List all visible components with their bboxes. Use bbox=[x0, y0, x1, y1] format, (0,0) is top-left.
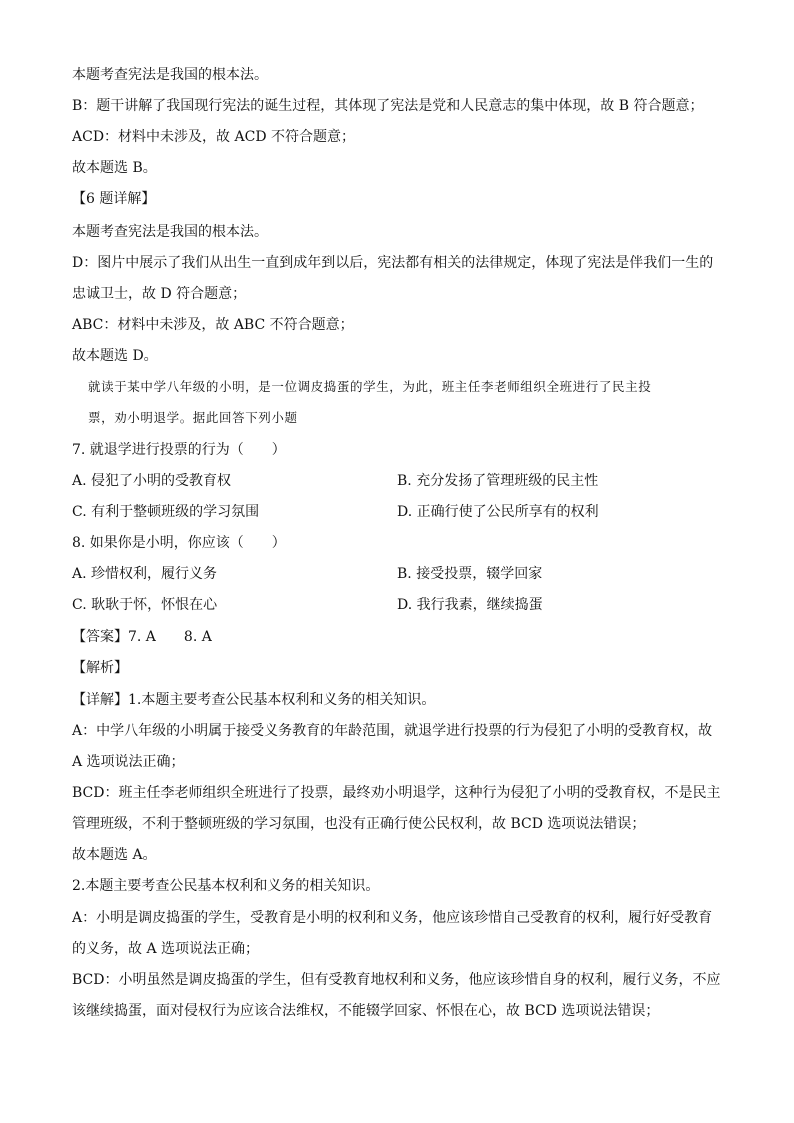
text-line: 忠诚卫士，故 D 符合题意； bbox=[72, 286, 247, 302]
option-7d: D. 正确行使了公民所享有的权利 bbox=[397, 504, 599, 520]
option-7c: C. 有利于整顿班级的学习氛围 bbox=[72, 504, 260, 520]
text-line: 故本题选 D。 bbox=[72, 348, 158, 364]
text-line: BCD：班主任李老师组织全班进行了投票，最终劝小明退学，这种行为侵犯了小明的受教育权，不是民主 bbox=[72, 785, 721, 801]
text-line: ACD：材料中未涉及，故 ACD 不符合题意； bbox=[72, 129, 355, 145]
text-line: 2.本题主要考查公民基本权利和义务的相关知识。 bbox=[72, 878, 380, 894]
analysis-heading: 【解析】 bbox=[72, 660, 128, 676]
text-line: ABC：材料中未涉及，故 ABC 不符合题意； bbox=[72, 317, 354, 333]
text-line: A：小明是调皮捣蛋的学生，受教育是小明的权利和义务，他应该珍惜自己受教育的权利，履行好受教育 bbox=[72, 910, 713, 926]
question-8: 8. 如果你是小明，你应该（ ） bbox=[72, 535, 286, 551]
text-line: BCD：小明虽然是调皮捣蛋的学生，但有受教育地权利和义务，他应该珍惜自身的权利，履行义务，不应 bbox=[72, 972, 721, 988]
option-8a: A. 珍惜权利，履行义务 bbox=[72, 566, 218, 582]
text-line: 本题考查宪法是我国的根本法。 bbox=[72, 67, 268, 83]
text-line: 本题考查宪法是我国的根本法。 bbox=[72, 224, 268, 240]
section-heading: 【6 题详解】 bbox=[72, 191, 156, 207]
option-7b: B. 充分发扬了管理班级的民主性 bbox=[397, 473, 599, 489]
text-line: D：图片中展示了我们从出生一直到成年到以后，宪法都有相关的法律规定，体现了宪法是伴我们一生的 bbox=[72, 255, 714, 271]
text-line: 故本题选 A。 bbox=[72, 847, 157, 863]
text-line: B：题干讲解了我国现行宪法的诞生过程，其体现了宪法是党和人民意志的集中体现，故 B 符合题意； bbox=[72, 98, 704, 114]
answer-line: 【答案】7. A 8. A bbox=[72, 629, 212, 645]
text-line: 【详解】1.本题主要考查公民基本权利和义务的相关知识。 bbox=[72, 692, 436, 708]
option-8d: D. 我行我素，继续捣蛋 bbox=[397, 597, 543, 613]
text-line: 该继续捣蛋，面对侵权行为应该合法维权，不能辍学回家、怀恨在心，故 BCD 选项说法错误； bbox=[72, 1003, 660, 1019]
text-line: A：中学八年级的小明属于接受义务教育的年龄范围，就退学进行投票的行为侵犯了小明的受教育权，故 bbox=[72, 723, 713, 739]
text-line: 的义务，故 A 选项说法正确； bbox=[72, 941, 260, 957]
text-line: 管理班级，不利于整顿班级的学习氛围，也没有正确行使公民权利，故 BCD 选项说法错误； bbox=[72, 816, 646, 832]
option-7a: A. 侵犯了小明的受教育权 bbox=[72, 473, 232, 489]
case-text-line: 就读于某中学八年级的小明，是一位调皮捣蛋的学生，为此，班主任李老师组织全班进行了民主投 bbox=[88, 379, 652, 394]
question-7: 7. 就退学进行投票的行为（ ） bbox=[72, 442, 286, 458]
option-8b: B. 接受投票，辍学回家 bbox=[397, 566, 543, 582]
option-8c: C. 耿耿于怀，怀恨在心 bbox=[72, 597, 218, 613]
text-line: 故本题选 B。 bbox=[72, 160, 157, 176]
text-line: A 选项说法正确； bbox=[72, 754, 185, 770]
case-text-line: 票，劝小明退学。据此回答下列小题 bbox=[88, 410, 298, 425]
